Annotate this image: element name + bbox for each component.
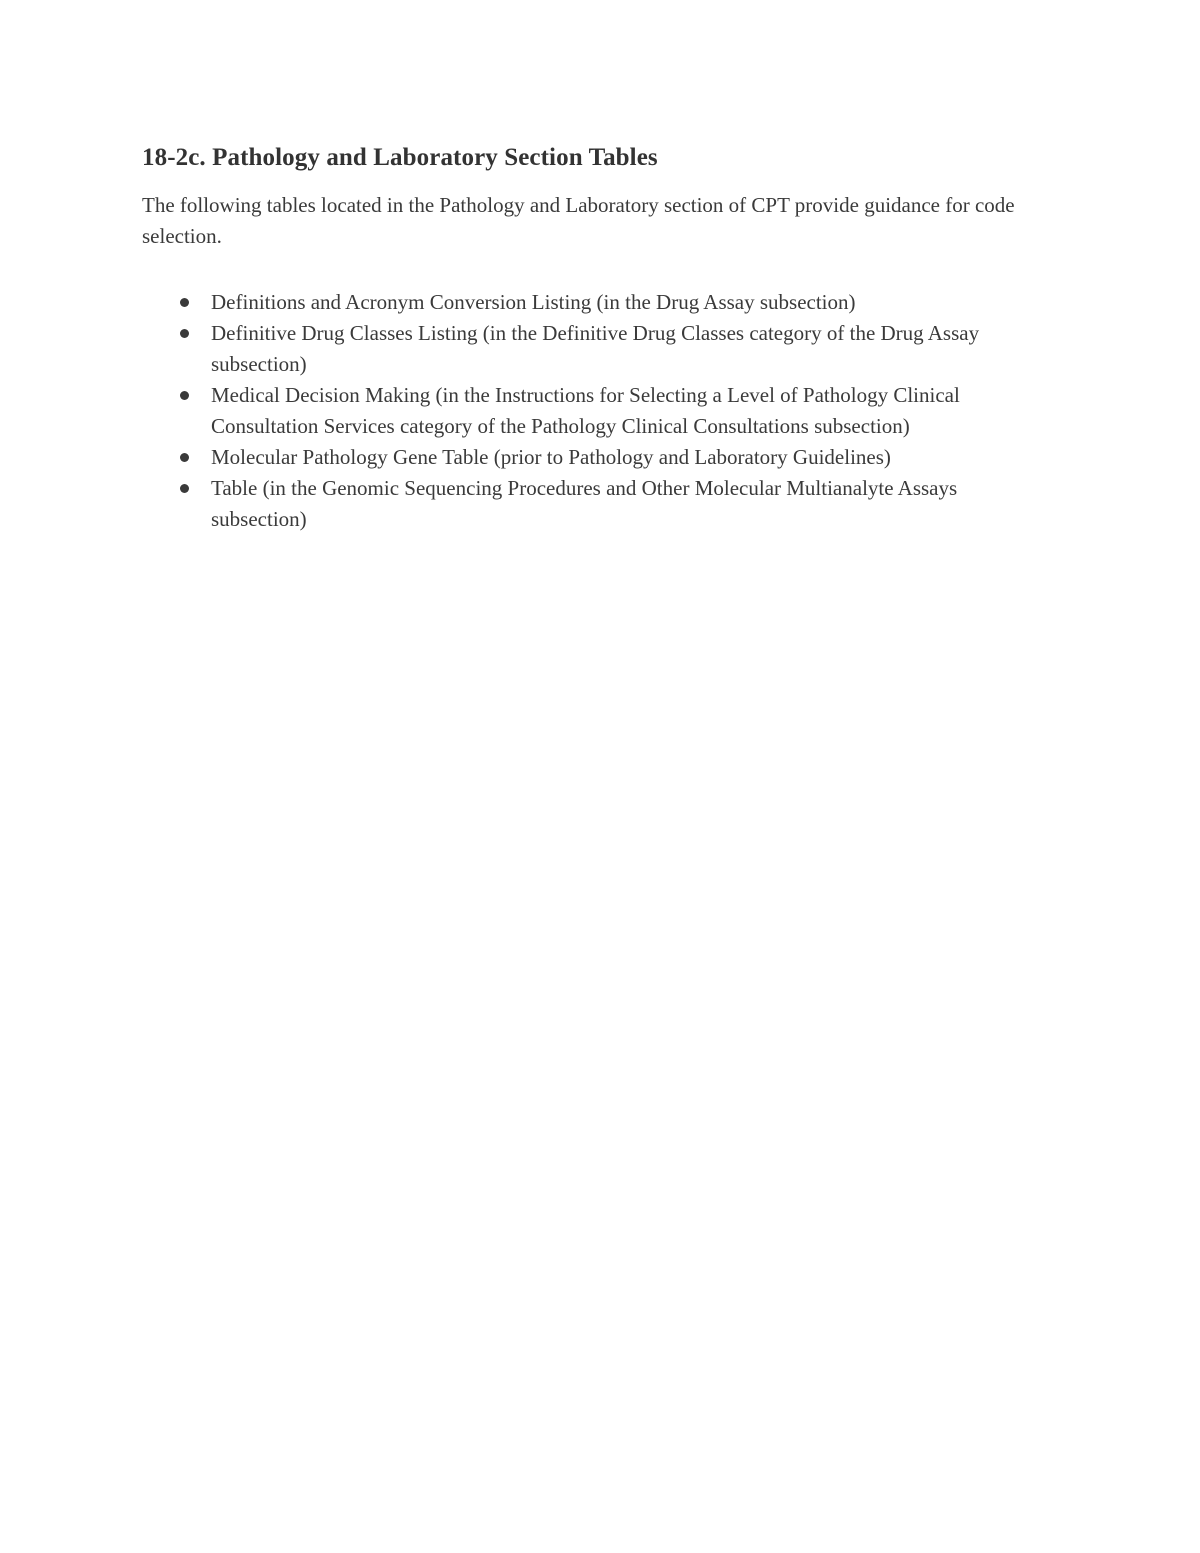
list-item-text: Table (in the Genomic Sequencing Procedures and Other Molecular Multianalyte Assays subsection) bbox=[211, 476, 958, 531]
list-item bbox=[142, 473, 991, 535]
document-content bbox=[142, 140, 1062, 535]
tables-list bbox=[142, 287, 1062, 535]
list-item bbox=[142, 318, 991, 380]
list-item bbox=[142, 287, 991, 318]
intro-paragraph: The following tables located in the Pathology and Laboratory section of CPT provide guidance for code selection. bbox=[142, 193, 1015, 248]
list-item bbox=[142, 442, 991, 473]
section-title: 18-2c. Pathology and Laboratory Section Tables bbox=[142, 144, 658, 171]
list-item bbox=[142, 380, 991, 442]
bullet-icon bbox=[180, 484, 189, 493]
list-item-text: Medical Decision Making (in the Instructions for Selecting a Level of Pathology Clinical Consultation Services category of the Pathology Clinical Consultations subsection) bbox=[211, 383, 960, 438]
bullet-icon bbox=[180, 391, 189, 400]
bullet-icon bbox=[180, 453, 189, 462]
bullet-icon bbox=[180, 298, 189, 307]
list-item-text: Definitions and Acronym Conversion Listing (in the Drug Assay subsection) bbox=[211, 290, 856, 314]
list-item-text: Molecular Pathology Gene Table (prior to Pathology and Laboratory Guidelines) bbox=[211, 445, 891, 469]
list-item-text: Definitive Drug Classes Listing (in the Definitive Drug Classes category of the Drug Assay subsection) bbox=[211, 321, 980, 376]
bullet-icon bbox=[180, 329, 189, 338]
